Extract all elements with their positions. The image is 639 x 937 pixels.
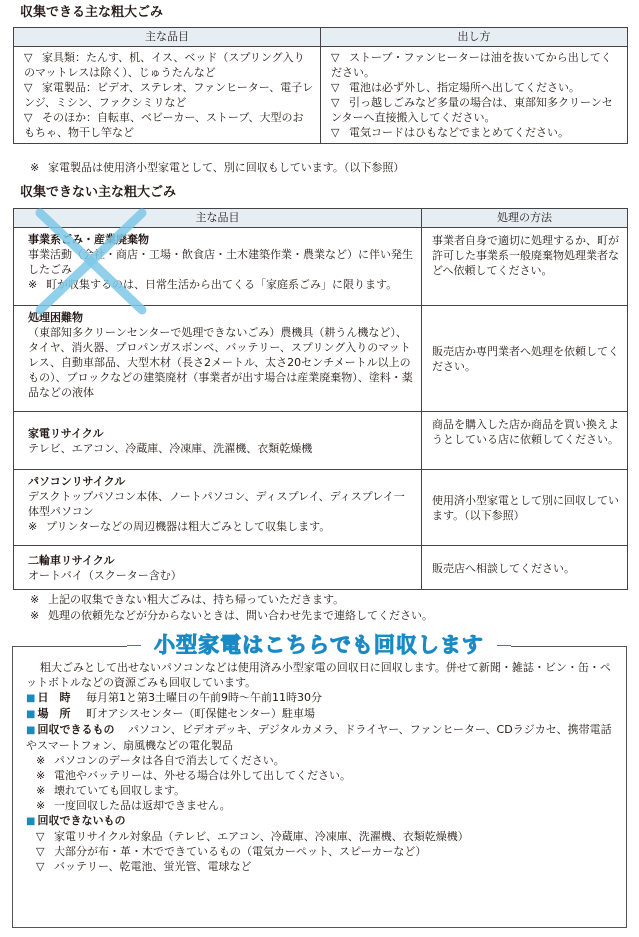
date-row: ■ 日 時 毎月第1と第3土曜日の午前9時～午前11時30分 (26, 691, 322, 704)
collectable-table (13, 27, 628, 144)
list-item: ▽ そのほか：自転車、ベビーカー、ストーブ、大型のおもちゃ、物干し竿など (24, 111, 304, 139)
table-row (14, 546, 628, 590)
list-item: ▽ 引っ越しごみなど多量の場合は、東部知多クリーンセンターへ直接搬入してください。 (331, 96, 613, 124)
row-heading: 事業系ごみ・産業廃棄物 (28, 233, 149, 246)
items-cell (14, 47, 321, 144)
table-row (14, 412, 628, 470)
table-row (14, 306, 628, 412)
list-item: ▽ 大部分が布・革・木でできているもの（電気カーペット、スピーカーなど） (36, 845, 427, 858)
row-heading: 処理困難物 (28, 311, 83, 324)
list-item: ▽ 家具類：たんす、机、イス、ベッド（スプリング入りのマットレスは除く）、じゅうたんなど (24, 51, 305, 79)
square-icon: ■ (26, 693, 36, 704)
row-body: 事業活動（会社・商店・工場・飲食店・土木建築作業・農業など）に伴い発生したごみ (28, 248, 413, 276)
col-header-items: 主な品目 (14, 209, 422, 228)
col-header-method: 出し方 (321, 28, 628, 47)
section1-title: 収集できる主な粗大ごみ (20, 5, 164, 20)
row-method: 商品を購入した店か商品を買い換えようとしている店に依頼してください。 (422, 412, 628, 470)
row-method: 販売店か専門業者へ処理を依頼してください。 (422, 306, 628, 412)
section3-body (26, 660, 618, 874)
row-note: ※ プリンターなどの周辺機器は粗大ごみとして収集します。 (28, 520, 331, 533)
row-body: （東部知多クリーンセンターで処理できないごみ）農機具（耕うん機など）、タイヤ、消火器、プロパンガスボンベ、バッテリー、スプリング入りのマットレス、自動車部品、大型木材（長さ2メートル、太さ20センチメートル以上のもの）、ブロックなどの建築廃材（事業者が出す場合は産業廃棄物）、塗料・薬品などの液体 (28, 326, 413, 399)
square-icon: ■ (26, 709, 36, 720)
table-row (14, 470, 628, 546)
list-item: ※ パソコンのデータは各自で消去してください。 (36, 754, 285, 767)
section3-title: 小型家電はこちらでも回収します (127, 628, 511, 662)
row-heading: パソコンリサイクル (28, 475, 126, 488)
cross-mark-icon (32, 205, 150, 318)
list-item: ※ 一度回収した品は返却できません。 (36, 799, 231, 812)
row-body: デスクトップパソコン本体、ノートパソコン、ディスプレイ、ディスプレイ一体型パソコン (28, 490, 405, 518)
list-item: ▽ 電気コードはひもなどでまとめてください。 (331, 126, 569, 139)
list-item: ▽ 家電リサイクル対象品（テレビ、エアコン、冷蔵庫、冷凍庫、洗濯機、衣類乾燥機） (36, 830, 469, 843)
row-heading: 二輪車リサイクル (28, 553, 115, 567)
list-item: ▽ ストーブ・ファンヒーターは油を抜いてから出してください。 (331, 51, 612, 79)
col-header-items: 主な品目 (14, 28, 321, 47)
section2-note: ※ 処理の依頼先などが分からないときは、問い合わせ先まで連絡してください。 (30, 609, 433, 622)
row-method: 使用済小型家電として別に回収しています。（以下参照） (422, 470, 628, 546)
section2-title: 収集できない主な粗大ごみ (20, 185, 177, 200)
row-body: オートバイ（スクーター含む） (28, 568, 182, 582)
method-cell (321, 47, 628, 144)
place-row: ■ 場 所 町オアシスセンター（町保健センター）駐車場 (26, 707, 315, 720)
list-item: ▽ 家電製品：ビデオ、ステレオ、ファンヒーター、電子レンジ、ミシン、ファクシミリなど (24, 81, 314, 109)
list-item: ※ 壊れていても回収します。 (36, 784, 186, 797)
square-icon: ■ (26, 725, 36, 736)
list-item: ▽ バッテリー、乾電池、蛍光管、電球など (36, 860, 252, 873)
section2-note: ※ 上記の収集できない粗大ごみは、持ち帰っていただきます。 (30, 593, 345, 606)
col-header-method: 処理の方法 (422, 209, 628, 228)
list-item: ▽ 電池は必ず外し、指定場所へ出してください。 (331, 81, 580, 94)
row-method: 事業者自身で適切に処理するか、町が許可した事業系一般廃棄物処理業者などへ依頼してください。 (422, 228, 628, 306)
reject-row: ■ 回収できないもの (26, 814, 126, 827)
row-note: ※ 町が収集するのは、日常生活から出てくる「家庭系ごみ」に限ります。 (28, 278, 398, 291)
intro-text: 粗大ごみとして出せないパソコンなどは使用済み小型家電の回収日に回収します。併せて新聞・雑誌・ビン・缶・ペットボトルなどの資源ごみも回収しています。 (26, 661, 611, 689)
row-heading: 家電リサイクル (28, 426, 104, 440)
row-body: テレビ、エアコン、冷蔵庫、冷凍庫、洗濯機、衣類乾燥機 (28, 441, 313, 455)
list-item: ※ 電池やバッテリーは、外せる場合は外して出してください。 (36, 769, 351, 782)
row-method: 販売店へ相談してください。 (422, 546, 628, 590)
square-icon: ■ (26, 816, 36, 827)
accept-row: ■ 回収できるもの パソコン、ビデオデッキ、デジタルカメラ、ドライヤー、ファンヒーター、CDラジカセ、携帯電話やスマートフォン、扇風機などの電化製品 (26, 723, 612, 752)
section1-note: ※ 家電製品は使用済小型家電として、別に回収もしています。（以下参照） (30, 161, 405, 174)
